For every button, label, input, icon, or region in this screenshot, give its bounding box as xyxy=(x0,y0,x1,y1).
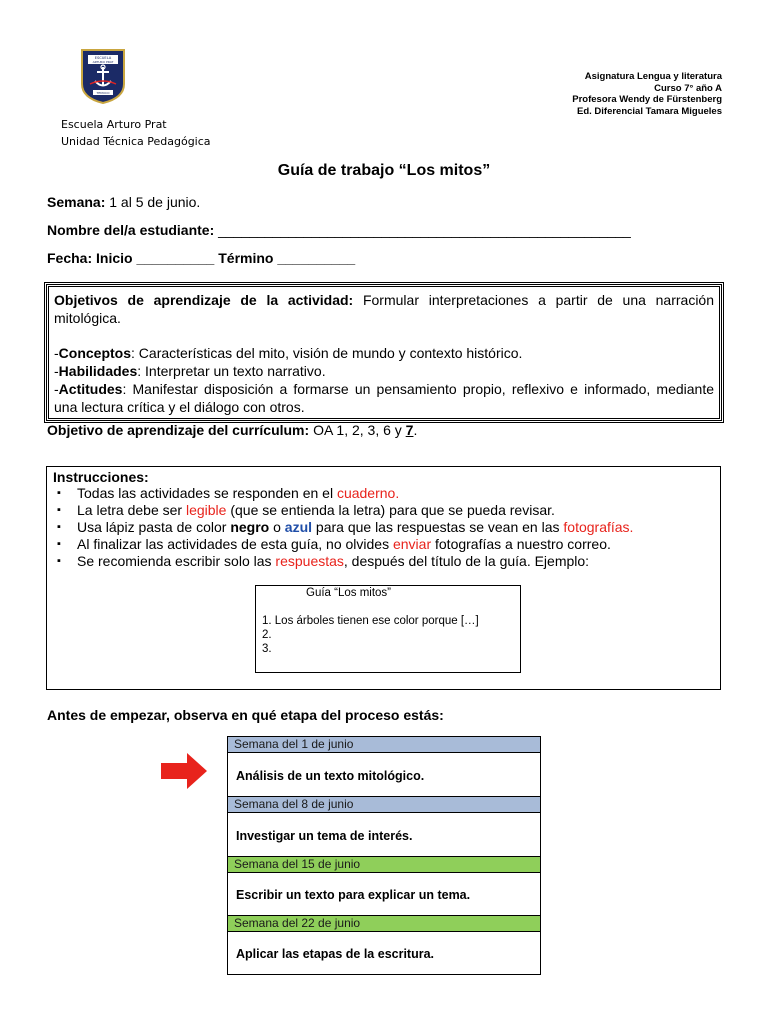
course-line: Curso 7° año A xyxy=(654,82,722,94)
curriculum-label: Objetivo de aprendizaje del currículum: xyxy=(47,422,310,438)
school-name: Escuela Arturo Prat xyxy=(61,118,167,131)
week-block-1 xyxy=(227,736,541,797)
week-task: Análisis de un texto mitológico. xyxy=(236,768,425,783)
week-task: Aplicar las etapas de la escritura. xyxy=(236,947,435,961)
student-field xyxy=(47,222,631,238)
week-block-3 xyxy=(227,856,541,916)
date-end-blank[interactable]: __________ xyxy=(277,250,356,266)
week-task: Investigar un tema de interés. xyxy=(236,828,413,843)
crest-text-mid: ARTURO PRAT xyxy=(92,60,114,64)
student-label: Nombre del/a estudiante: xyxy=(47,222,215,238)
week-value: 1 al 5 de junio. xyxy=(109,194,201,210)
date-start-label: Fecha: Inicio xyxy=(47,250,133,266)
curriculum-line xyxy=(47,422,417,438)
date-start-blank[interactable]: __________ xyxy=(136,250,215,266)
date-field xyxy=(47,250,355,266)
instructions-title: Instrucciones: xyxy=(53,469,149,485)
attitudes-line: -Actitudes: Manifestar disposición a formarse un pensamiento propio, reflexivo e informado, mediante una lectura crítica y el diálogo con otros. xyxy=(54,381,714,415)
concepts-text: : Características del mito, visión de mundo y contexto histórico. xyxy=(131,345,523,361)
week-header: Semana del 15 de junio xyxy=(228,857,540,873)
week-task: Escribir un texto para explicar un tema. xyxy=(236,888,471,902)
example-line-2: 2. xyxy=(262,629,272,641)
process-intro: Antes de empezar, observa en qué etapa del proceso estás: xyxy=(47,707,444,723)
teacher-line: Profesora Wendy de Fürstenberg xyxy=(572,94,722,105)
crest-text-bottom: TEMUCO xyxy=(96,91,110,95)
objective-label: Objetivos de aprendizaje de la actividad: xyxy=(54,292,354,308)
list-item: ▪ Todas las actividades se responden en el cuaderno. xyxy=(57,485,633,502)
list-item: ▪ La letra debe ser legible (que se entienda la letra) para que se pueda revisar. xyxy=(57,502,633,519)
date-end-label: Término xyxy=(218,250,274,266)
school-block xyxy=(61,116,211,150)
example-line-1: 1. Los árboles tienen ese color porque […] xyxy=(262,615,479,627)
week-header: Semana del 8 de junio xyxy=(228,797,540,813)
week-field xyxy=(47,194,200,210)
list-item: ▪ Usa lápiz pasta de color negro o azul para que las respuestas se vean en las fotografías. xyxy=(57,519,633,536)
skills-label: Habilidades xyxy=(58,363,138,379)
concepts-line: -Conceptos: Características del mito, visión de mundo y contexto histórico. xyxy=(54,345,523,361)
subject-line: Asignatura Lengua y literatura xyxy=(584,71,722,82)
skills-text: : Interpretar un texto narrativo. xyxy=(137,363,326,379)
page-title: Guía de trabajo “Los mitos” xyxy=(277,162,491,179)
week-header: Semana del 22 de junio xyxy=(228,916,540,932)
current-week-arrow-icon xyxy=(161,753,207,789)
school-crest-logo xyxy=(80,48,126,104)
school-unit: Unidad Técnica Pedagógica xyxy=(61,135,211,148)
example-title: Guía “Los mitos” xyxy=(306,587,391,599)
curriculum-last: 7 xyxy=(405,422,414,438)
crest-text-top: ESCUELA xyxy=(94,56,112,60)
week-header: Semana del 1 de junio xyxy=(228,737,540,753)
example-line-3: 3. xyxy=(262,643,272,655)
week-block-2 xyxy=(227,796,541,857)
curriculum-end: . xyxy=(413,422,418,438)
course-info xyxy=(572,71,722,117)
skills-line: -Habilidades: Interpretar un texto narrativo. xyxy=(54,363,326,379)
objective-text: Formular interpretaciones a partir de una narración mitológica. xyxy=(54,292,714,326)
student-blank[interactable]: _____________________________________________________ xyxy=(218,222,631,238)
list-item: ▪ Al finalizar las actividades de esta guía, no olvides enviar fotografías a nuestro correo. xyxy=(57,536,633,553)
list-item: ▪ Se recomienda escribir solo las respuestas, después del título de la guía. Ejemplo: xyxy=(57,553,633,570)
concepts-label: Conceptos xyxy=(58,345,132,361)
attitudes-text: : Manifestar disposición a formarse un pensamiento propio, reflexivo e informado, mediante una lectura crítica y el diálogo con otros. xyxy=(54,381,714,415)
curriculum-text: OA 1, 2, 3, 6 y xyxy=(313,422,402,438)
week-block-4 xyxy=(227,915,541,975)
example-box xyxy=(255,585,521,673)
objective-main xyxy=(54,291,714,327)
attitudes-label: Actitudes xyxy=(58,381,123,397)
instructions-list xyxy=(57,485,633,570)
special-ed-line: Ed. Diferencial Tamara Migueles xyxy=(576,105,722,117)
week-label: Semana: xyxy=(47,194,106,210)
objectives-box xyxy=(46,284,722,421)
